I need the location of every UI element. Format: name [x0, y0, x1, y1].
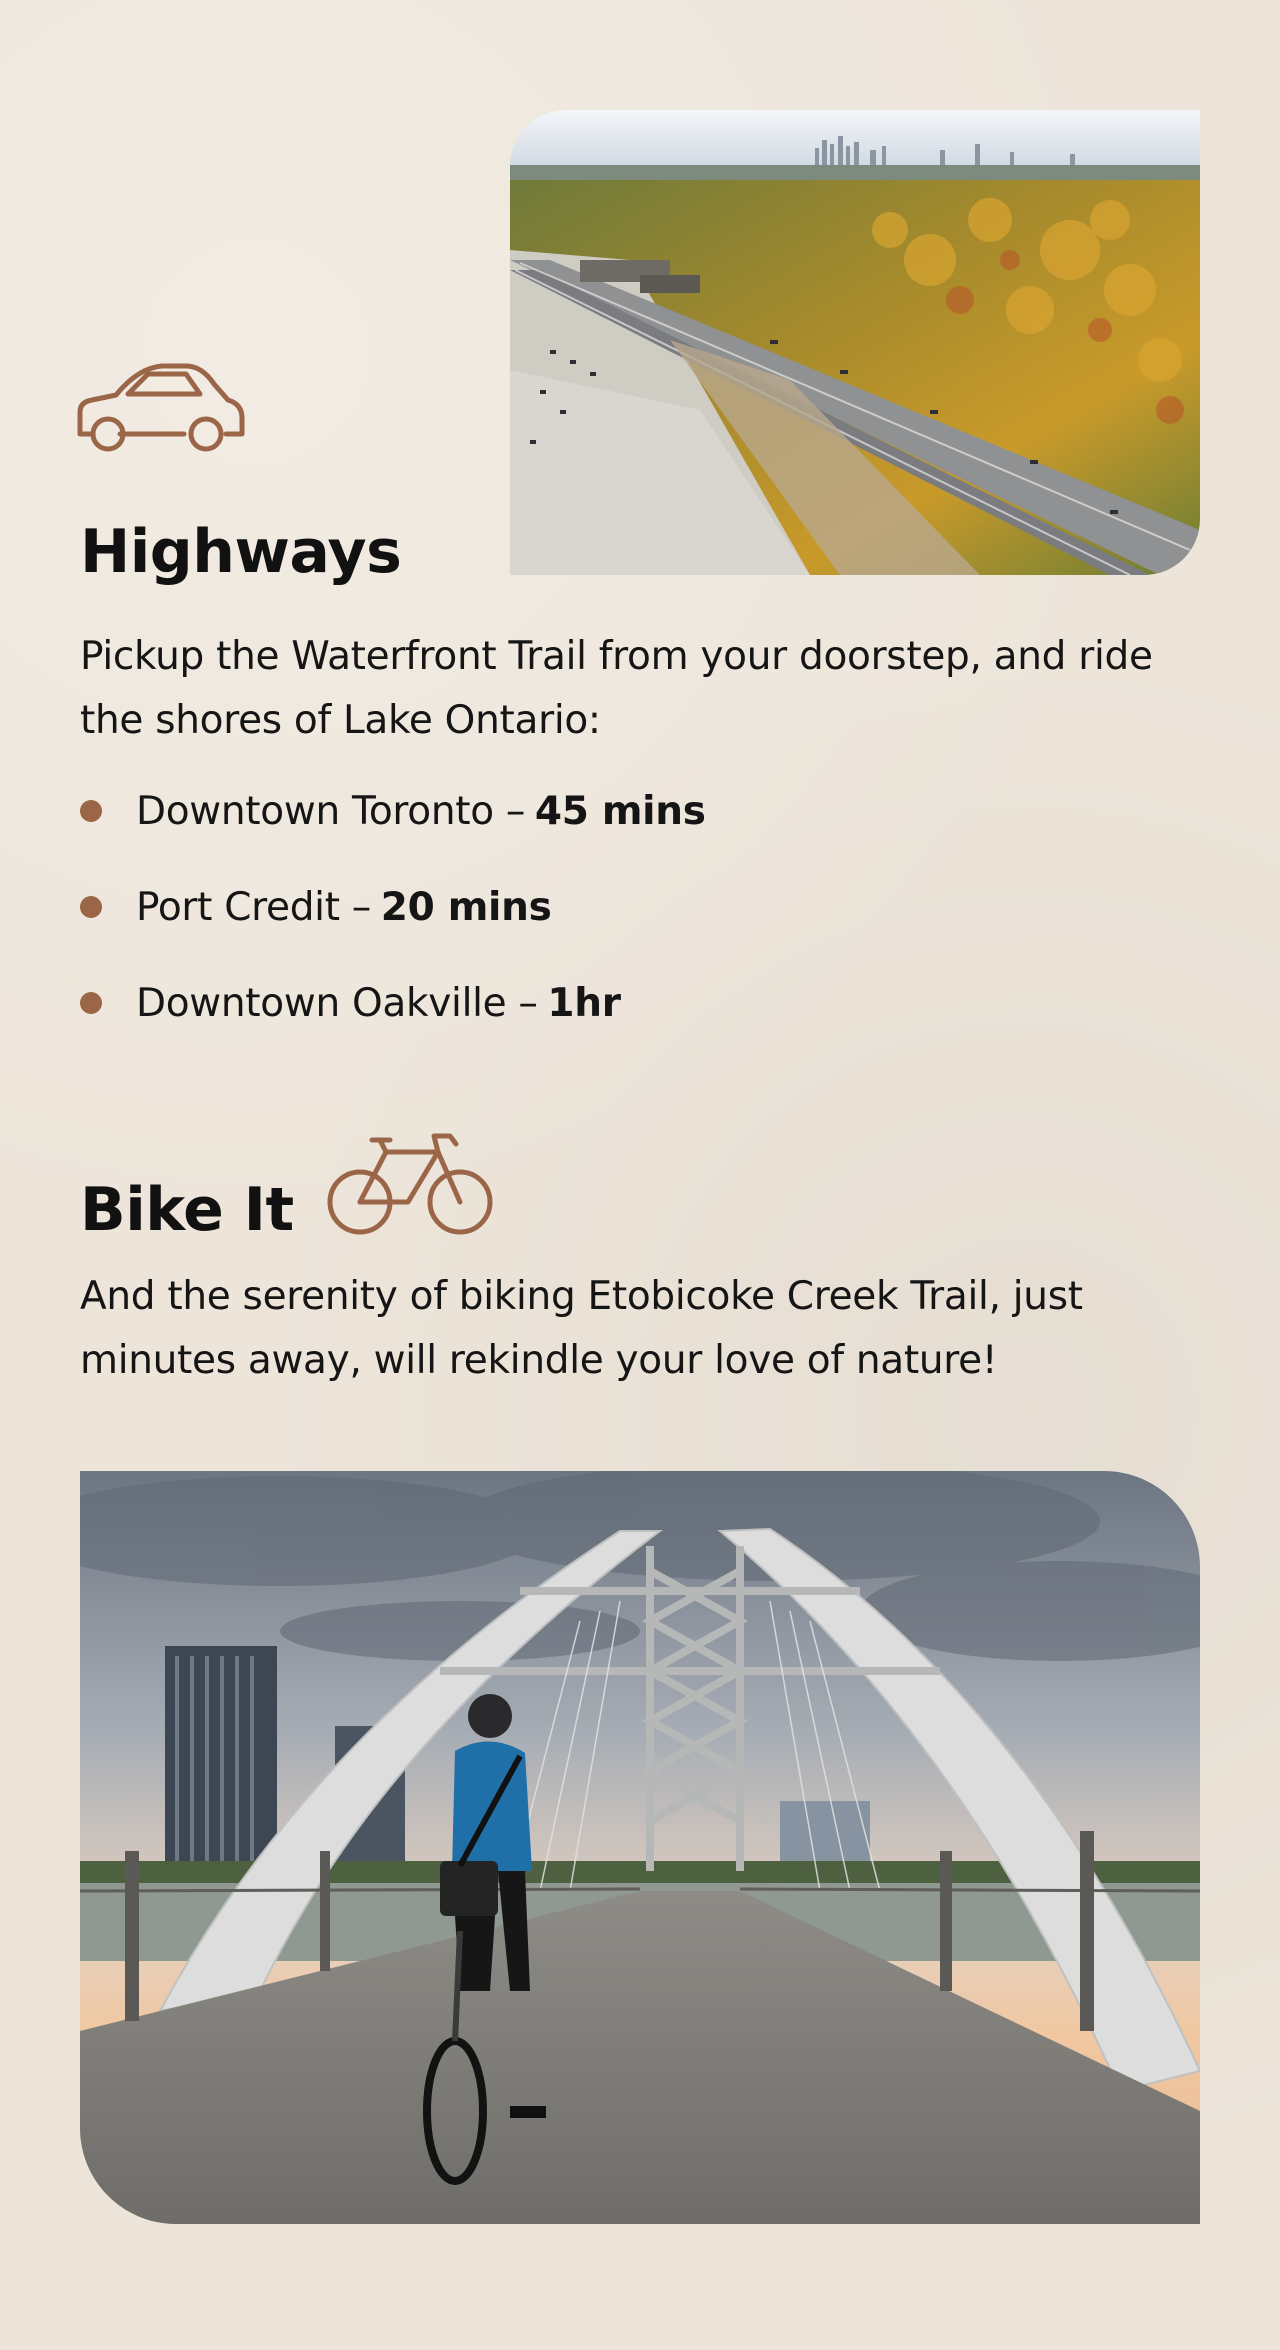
destination-place: Downtown Oakville – — [136, 980, 538, 1026]
list-item — [80, 859, 706, 955]
car-icon — [76, 362, 246, 452]
bullet-icon — [80, 800, 102, 822]
destination-place: Port Credit – — [136, 884, 371, 930]
highways-intro-text: Pickup the Waterfront Trail from your doorstep, and ride the shores of Lake Ontario: — [80, 634, 1153, 743]
bicycle-icon — [326, 1130, 496, 1240]
destination-list — [80, 763, 706, 1051]
bridge-cyclist-photo — [80, 1471, 1200, 2224]
destination-time: 20 mins — [380, 884, 552, 930]
bike-intro-text: And the serenity of biking Etobicoke Creek Trail, just minutes away, will rekindle your love of nature! — [80, 1274, 1083, 1383]
destination-time: 1hr — [547, 980, 621, 1026]
bullet-icon — [80, 896, 102, 918]
bullet-icon — [80, 992, 102, 1014]
list-item — [80, 955, 706, 1051]
destination-place: Downtown Toronto – — [136, 788, 526, 834]
highway-aerial-photo — [510, 110, 1200, 575]
list-item — [80, 763, 706, 859]
destination-time: 45 mins — [534, 788, 706, 834]
bike-heading: Bike It — [80, 1175, 294, 1245]
highways-heading: Highways — [80, 517, 402, 587]
